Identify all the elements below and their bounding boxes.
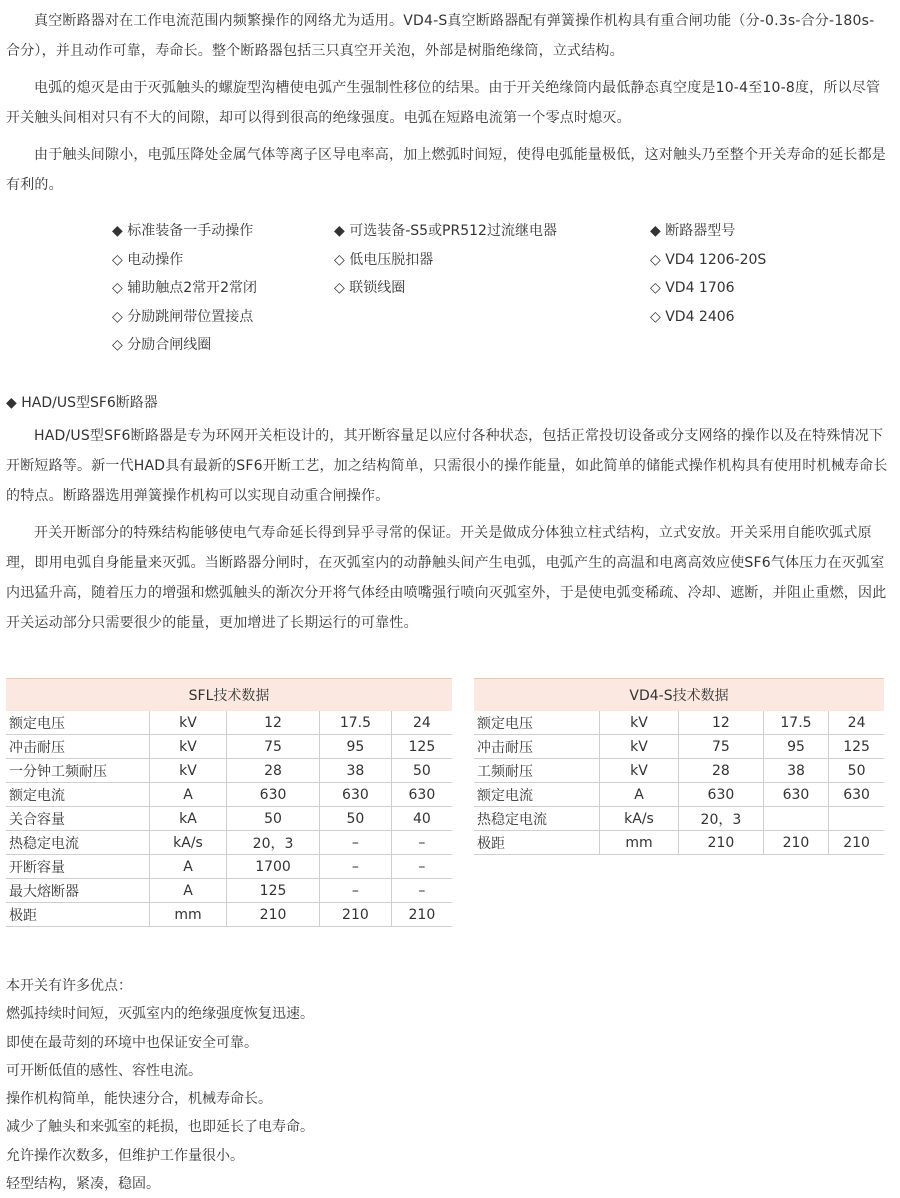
option-item: ◇ 电动操作 bbox=[112, 251, 184, 268]
table-row bbox=[474, 759, 884, 783]
table-cell: 210 bbox=[679, 831, 764, 855]
table-cell: 24 bbox=[391, 711, 452, 735]
option-item: ◆ 断路器型号 bbox=[650, 223, 736, 239]
table-cell: mm bbox=[150, 903, 227, 927]
table-cell: 630 bbox=[829, 783, 884, 807]
table-cell: 40 bbox=[391, 807, 452, 831]
table-row bbox=[6, 831, 452, 855]
table-cell: 630 bbox=[320, 783, 392, 807]
table-cell: kA/s bbox=[600, 807, 679, 831]
table-cell: – bbox=[320, 879, 392, 903]
table-cell: 极距 bbox=[6, 903, 150, 927]
advantage-item: 允许操作次数多，但维护工作量很小。 bbox=[6, 1147, 244, 1164]
table-cell: kA/s bbox=[150, 831, 227, 855]
option-item: ◆ 标准装备一手动操作 bbox=[112, 223, 254, 239]
intro-paragraph-2: 电弧的熄灭是由于灭弧触头的螺旋型沟槽使电弧产生强制性移位的结果。由于开关绝缘筒内最低静态真空度是10-4至10-8度，所以尽管开关触头间相对只有不大的间隙，却可以得到很高的绝缘强度。电弧在短路电流第一个零点时熄灭。 bbox=[6, 80, 881, 126]
table-cell: kV bbox=[150, 759, 227, 783]
intro-paragraph-3: 由于触头间隙小，电弧压降处金属气体等离子区导电率高，加上燃弧时间短，使得电弧能量极低，这对触头乃至整个开关寿命的延长都是有利的。 bbox=[6, 147, 886, 193]
table-cell: A bbox=[150, 879, 227, 903]
table-cell: 125 bbox=[227, 879, 320, 903]
table-cell: 开断容量 bbox=[6, 855, 150, 879]
option-item: ◇ 低电压脱扣器 bbox=[334, 251, 434, 268]
table-cell: 1700 bbox=[227, 855, 320, 879]
table-cell: 热稳定电流 bbox=[474, 807, 600, 831]
option-item: ◇ 分励合闸线圈 bbox=[112, 337, 212, 353]
table-cell: 24 bbox=[829, 711, 884, 735]
sfl-tech-table bbox=[6, 678, 452, 927]
option-item: ◇ 辅助触点2常开2常闭 bbox=[112, 280, 258, 296]
table-cell: 工频耐压 bbox=[474, 759, 600, 783]
table-cell: kV bbox=[150, 711, 227, 735]
options-model-column bbox=[650, 220, 766, 334]
table-cell: 75 bbox=[227, 735, 320, 759]
advantage-item: 燃弧持续时间短，灭弧室内的绝缘强度恢复迅速。 bbox=[6, 1006, 314, 1023]
equipment-options bbox=[0, 220, 900, 360]
table-row bbox=[6, 807, 452, 831]
table-cell: A bbox=[150, 783, 227, 807]
table-cell: 210 bbox=[763, 831, 828, 855]
table-cell: 冲击耐压 bbox=[474, 735, 600, 759]
table-row bbox=[474, 807, 884, 831]
table-cell: 28 bbox=[227, 759, 320, 783]
table-cell: 75 bbox=[679, 735, 764, 759]
table-cell: 17.5 bbox=[320, 711, 392, 735]
table-cell: 额定电压 bbox=[474, 711, 600, 735]
table-cell: – bbox=[391, 831, 452, 855]
advantage-item: 可开断低值的感性、容性电流。 bbox=[6, 1062, 202, 1079]
option-item: ◇ VD4 1206-20S bbox=[650, 251, 767, 268]
table-cell: 一分钟工频耐压 bbox=[6, 759, 150, 783]
table-row bbox=[474, 735, 884, 759]
options-standard-column bbox=[112, 220, 257, 363]
table-cell: 630 bbox=[391, 783, 452, 807]
table-cell: 额定电压 bbox=[6, 711, 150, 735]
table-row bbox=[6, 855, 452, 879]
option-item: ◇ 联锁线圈 bbox=[334, 280, 406, 296]
table-cell: 630 bbox=[679, 783, 764, 807]
table-cell: 20，3 bbox=[227, 831, 320, 855]
had-paragraph-1: HAD/US型SF6断路器是专为环网开关柜设计的，其开断容量足以应付各种状态，包括正常投切设备或分支网络的操作以及在特殊情况下开断短路等。新一代HAD具有最新的SF6开断工艺，加之结构简单，只需很小的操作能量，如此简单的储能式操作机构具有使用时机械寿命长的特点。断路器选用弹簧操作机构可以实现自动重合闸操作。 bbox=[6, 428, 888, 504]
table-cell: – bbox=[320, 855, 392, 879]
table-row bbox=[6, 735, 452, 759]
table-cell: kV bbox=[600, 759, 679, 783]
table-cell: 50 bbox=[227, 807, 320, 831]
advantages-list bbox=[6, 972, 314, 1198]
table-cell: A bbox=[150, 855, 227, 879]
table-cell: 210 bbox=[227, 903, 320, 927]
option-item: ◇ VD4 1706 bbox=[650, 280, 735, 296]
table-cell: kV bbox=[600, 735, 679, 759]
table-cell: 210 bbox=[320, 903, 392, 927]
option-item: ◇ 分励跳闸带位置接点 bbox=[112, 308, 254, 325]
table-cell: 125 bbox=[391, 735, 452, 759]
table-cell: mm bbox=[600, 831, 679, 855]
advantage-item: 减少了触头和来弧室的耗损，也即延长了电寿命。 bbox=[6, 1119, 314, 1136]
table-row bbox=[6, 711, 452, 735]
table-cell: 38 bbox=[320, 759, 392, 783]
table-cell: 210 bbox=[829, 831, 884, 855]
table-cell: 热稳定电流 bbox=[6, 831, 150, 855]
advantages-heading: 本开关有许多优点： bbox=[6, 978, 132, 994]
table-cell: – bbox=[320, 831, 392, 855]
table-cell: 630 bbox=[227, 783, 320, 807]
table-cell: A bbox=[600, 783, 679, 807]
advantage-item: 操作机构简单，能快速分合，机械寿命长。 bbox=[6, 1091, 272, 1108]
table-cell: 38 bbox=[763, 759, 828, 783]
table-cell bbox=[763, 807, 828, 831]
sfl-table-title: SFL技术数据 bbox=[6, 679, 452, 712]
table-cell: 50 bbox=[320, 807, 392, 831]
table-cell: 关合容量 bbox=[6, 807, 150, 831]
advantage-item: 即使在最苛刻的环境中也保证安全可靠。 bbox=[6, 1034, 258, 1051]
option-item: ◆ 可选装备-S5或PR512过流继电器 bbox=[334, 223, 557, 239]
option-item: ◇ VD4 2406 bbox=[650, 308, 735, 325]
table-cell: 12 bbox=[227, 711, 320, 735]
table-row bbox=[474, 711, 884, 735]
table-cell: kA bbox=[150, 807, 227, 831]
table-cell: 50 bbox=[391, 759, 452, 783]
table-cell: 28 bbox=[679, 759, 764, 783]
table-cell: 95 bbox=[320, 735, 392, 759]
table-row bbox=[474, 831, 884, 855]
intro-paragraph-1: 真空断路器对在工作电流范围内频繁操作的网络尤为适用。VD4-S真空断路器配有弹簧操作机构具有重合闸功能（分-0.3s-合分-180s-合分），并且动作可靠，寿命长。整个断路器包括三只真空开关泡，外部是树脂绝缘筒，立式结构。 bbox=[6, 13, 875, 59]
vd4-tech-table bbox=[474, 678, 884, 855]
table-row bbox=[6, 903, 452, 927]
table-cell: 12 bbox=[679, 711, 764, 735]
table-cell: kV bbox=[600, 711, 679, 735]
table-cell: 额定电流 bbox=[6, 783, 150, 807]
table-row bbox=[6, 759, 452, 783]
table-cell: 额定电流 bbox=[474, 783, 600, 807]
table-cell: 20，3 bbox=[679, 807, 764, 831]
vd4-table-title: VD4-S技术数据 bbox=[474, 679, 884, 712]
options-optional-column bbox=[334, 220, 557, 306]
table-cell: 95 bbox=[763, 735, 828, 759]
table-cell bbox=[829, 807, 884, 831]
had-paragraph-2: 开关开断部分的特殊结构能够使电气寿命延长得到异乎寻常的保证。开关是做成分体独立柱式结构，立式安放。开关采用自能吹弧式原理，即用电弧自身能量来灭弧。当断路器分闸时，在灭弧室内的动静触头间产生电弧，电弧产生的高温和电离高效应使SF6气体压力在灭弧室内迅猛升高，随着压力的增强和燃弧触头的渐次分开将气体经由喷嘴强行喷向灭弧室外，于是使电弧变稀疏、冷却、遮断，并阻止重燃，因此开关运动部分只需要很少的能量，更加增进了长期运行的可靠性。 bbox=[6, 525, 887, 631]
table-cell: 210 bbox=[391, 903, 452, 927]
table-row bbox=[6, 783, 452, 807]
table-cell: 冲击耐压 bbox=[6, 735, 150, 759]
table-cell: 17.5 bbox=[763, 711, 828, 735]
table-cell: – bbox=[391, 855, 452, 879]
table-cell: 最大熔断器 bbox=[6, 879, 150, 903]
advantage-item: 轻型结构，紧凑，稳固。 bbox=[6, 1176, 160, 1193]
table-cell: 50 bbox=[829, 759, 884, 783]
table-row bbox=[474, 783, 884, 807]
table-cell: kV bbox=[150, 735, 227, 759]
table-cell: 125 bbox=[829, 735, 884, 759]
had-heading: ◆ HAD/US型SF6断路器 bbox=[6, 395, 158, 411]
table-cell: 极距 bbox=[474, 831, 600, 855]
table-cell: 630 bbox=[763, 783, 828, 807]
table-row bbox=[6, 879, 452, 903]
table-cell: – bbox=[391, 879, 452, 903]
